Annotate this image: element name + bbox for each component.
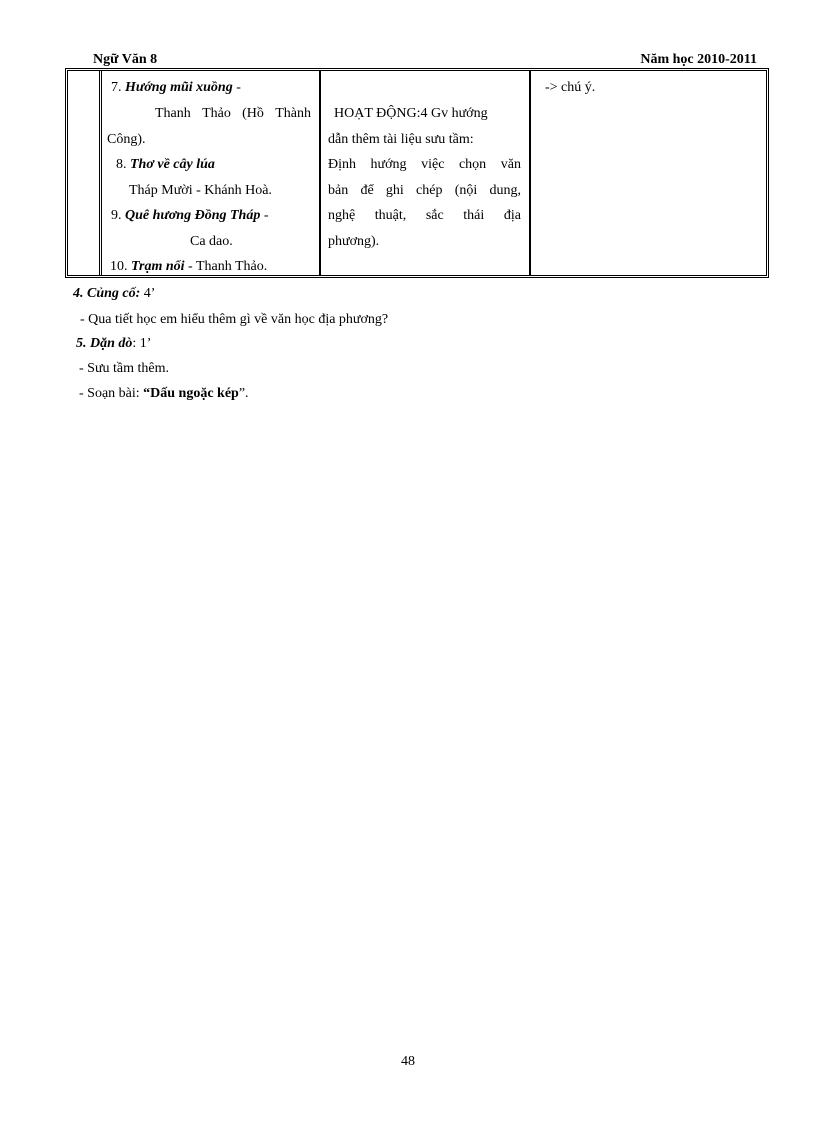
activity-line xyxy=(328,208,521,224)
item-number: 7. xyxy=(111,80,125,95)
item-title: Trạm nổi xyxy=(131,259,185,274)
list-item-8 xyxy=(116,157,215,173)
word: sắc xyxy=(425,208,444,223)
item-number: 10. xyxy=(110,259,131,274)
activity-line xyxy=(328,157,521,173)
list-item-9-author: Ca dao. xyxy=(190,234,233,249)
word: việc xyxy=(421,157,445,172)
section-5-item-1: - Sưu tầm thêm. xyxy=(79,361,170,376)
word: thuật, xyxy=(374,208,407,223)
table-column-notes xyxy=(533,71,766,275)
section-5-item-2 xyxy=(79,386,249,402)
list-item-7-author xyxy=(155,106,311,122)
note-text: -> chú ý. xyxy=(545,80,596,95)
word: (nội xyxy=(454,183,478,198)
list-item-8-author: Tháp Mười - Khánh Hoà. xyxy=(129,183,272,198)
section-5-heading xyxy=(76,336,151,352)
word: văn xyxy=(500,157,521,172)
item-title: Thơ về cây lúa xyxy=(130,157,215,172)
section-time: : 1’ xyxy=(132,336,152,351)
page-number: 48 xyxy=(401,1054,415,1069)
item-title: Quê hương Đồng Tháp xyxy=(125,208,261,223)
author-word: (Hồ xyxy=(242,106,264,121)
table-column-reading-list xyxy=(105,71,321,275)
word: nghệ xyxy=(328,208,356,223)
table-column-activity xyxy=(323,71,531,275)
item-prefix: - Soạn bài: xyxy=(79,386,144,401)
section-title: 4. Củng cố: xyxy=(73,286,141,301)
activity-heading: HOẠT ĐỘNG:4 Gv hướng xyxy=(334,106,488,121)
word: ghi xyxy=(385,183,404,198)
section-4-item: - Qua tiết học em hiểu thêm gì về văn học địa phương? xyxy=(80,312,389,327)
header-subject: Ngữ Văn 8 xyxy=(93,52,158,67)
author-word: Thanh xyxy=(155,106,191,121)
activity-line: phương). xyxy=(328,234,380,249)
list-item-9 xyxy=(111,208,269,224)
header-school-year: Năm học 2010-2011 xyxy=(640,52,757,67)
lesson-title: “Dấu ngoặc kép xyxy=(143,386,239,401)
word: hướng xyxy=(370,157,407,172)
list-item-7 xyxy=(111,80,241,96)
word: chọn xyxy=(458,157,487,172)
word: thái xyxy=(463,208,485,223)
word: chép xyxy=(416,183,443,198)
word: địa xyxy=(503,208,521,223)
list-item-7-author-cont: Công). xyxy=(107,132,146,147)
section-title: 5. Dặn dò xyxy=(76,336,133,351)
item-author: - Thanh Thảo. xyxy=(184,259,268,274)
list-item-10 xyxy=(110,259,267,275)
word: Định xyxy=(328,157,356,172)
author-word: Thảo xyxy=(202,106,231,121)
word: để xyxy=(360,183,374,198)
table-column-empty xyxy=(68,71,102,275)
lesson-table xyxy=(65,68,769,278)
item-number: 9. xyxy=(111,208,125,223)
section-time: 4’ xyxy=(140,286,156,301)
item-title: Hướng mũi xuồng xyxy=(125,80,233,95)
activity-line xyxy=(328,183,521,199)
word: bản xyxy=(328,183,349,198)
item-suffix: ”. xyxy=(238,386,249,401)
word: dung, xyxy=(489,183,521,198)
item-dash: - xyxy=(232,80,241,95)
activity-line: dẫn thêm tài liệu sưu tầm: xyxy=(328,132,474,147)
section-4-heading xyxy=(73,286,155,302)
item-dash: - xyxy=(260,208,269,223)
author-word: Thành xyxy=(275,106,311,121)
item-number: 8. xyxy=(116,157,130,172)
